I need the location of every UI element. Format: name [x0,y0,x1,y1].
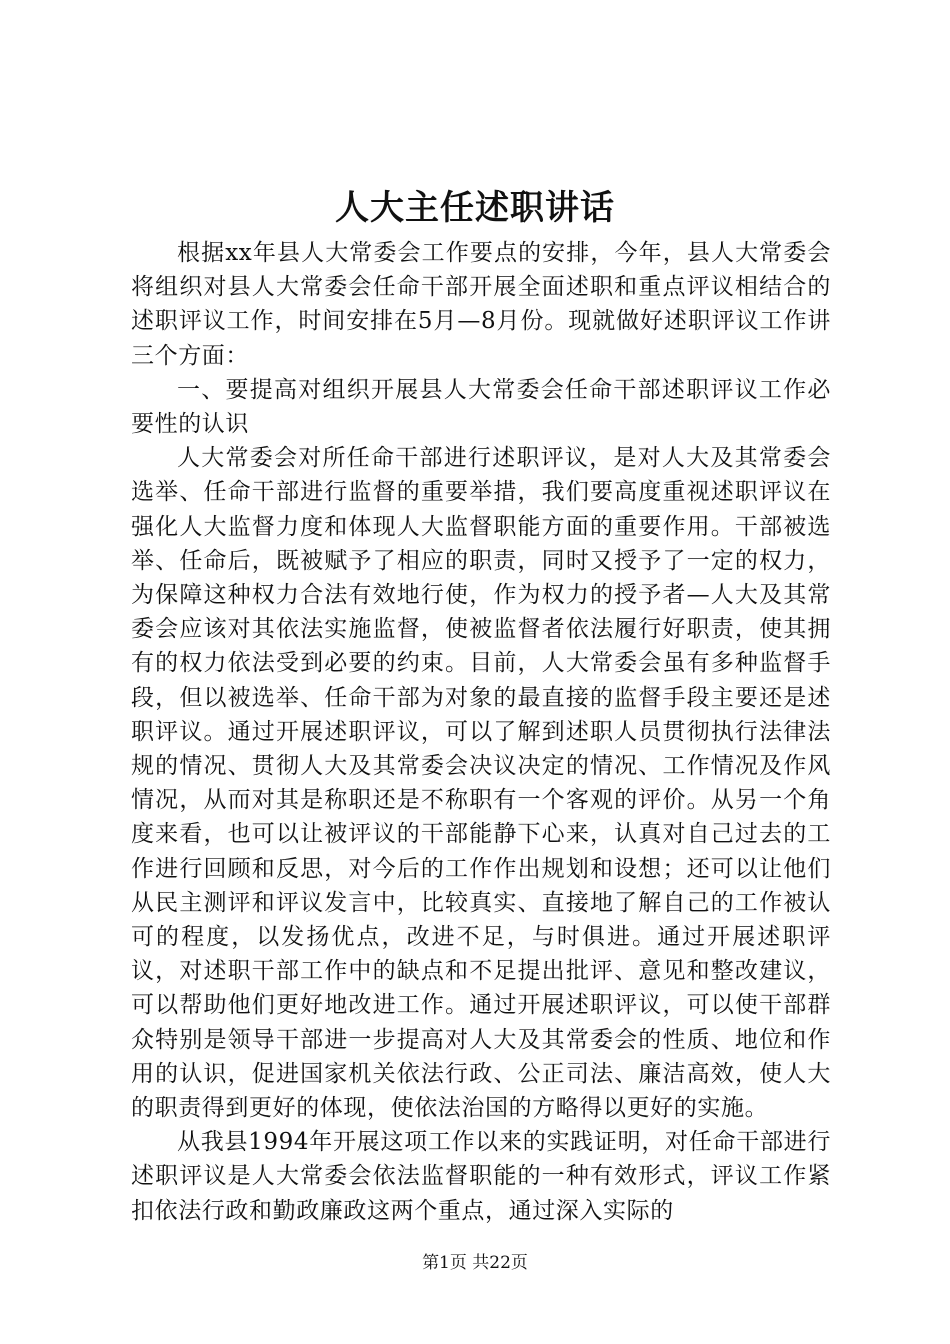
paragraph-body-2: 从我县1994年开展这项工作以来的实践证明，对任命干部进行述职评议是人大常委会依法监督职能的一种有效形式，评议工作紧扣依法行政和勤政廉政这两个重点，通过深入实际的 [131,1129,831,1224]
paragraph-body-1: 人大常委会对所任命干部进行述职评议，是对人大及其常委会选举、任命干部进行监督的重要举措，我们要高度重视述职评议在强化人大监督力度和体现人大监督职能方面的重要作用。干部被选举、任命后，既被赋予了相应的职责，同时又授予了一定的权力，为保障这种权力合法有效地行使，作为权力的授予者—人大及其常委会应该对其依法实施监督，使被监督者依法履行好职责，使其拥有的权力依法受到必要的约束。目前，人大常委会虽有多种监督手段，但以被选举、任命干部为对象的最直接的监督手段主要还是述职评议。通过开展述职评议，可以了解到述职人员贯彻执行法律法规的情况、贯彻人大及其常委会决议决定的情况、工作情况及作风情况，从而对其是称职还是不称职有一个客观的评价。从另一个角度来看，也可以让被评议的干部能静下心来，认真对自己过去的工作进行回顾和反思，对今后的工作作出规划和设想；还可以让他们从民主测评和评议发言中，比较真实、直接地了解自己的工作被认可的程度，以发扬优点，改进不足，与时俱进。通过开展述职评议，对述职干部工作中的缺点和不足提出批评、意见和整改建议，可以帮助他们更好地改进工作。通过开展述职评议，可以使干部群众特别是领导干部进一步提高对人大及其常委会的性质、地位和作用的认识，促进国家机关依法行政、公正司法、廉洁高效，使人大的职责得到更好的体现，使依法治国的方略得以更好的实施。 [131,445,831,1122]
paragraph-intro: 根据xx年县人大常委会工作要点的安排，今年，县人大常委会将组织对县人大常委会任命干部开展全面述职和重点评议相结合的述职评议工作，时间安排在5月—8月份。现就做好述职评议工作讲三个方面： [131,240,831,369]
paragraph-section-heading: 一、要提高对组织开展县人大常委会任命干部述职评议工作必要性的认识 [131,376,831,438]
document-title: 人大主任述职讲话 [335,188,615,228]
document-body [131,236,831,1228]
page-footer: 第1页 共22页 [422,1253,528,1273]
